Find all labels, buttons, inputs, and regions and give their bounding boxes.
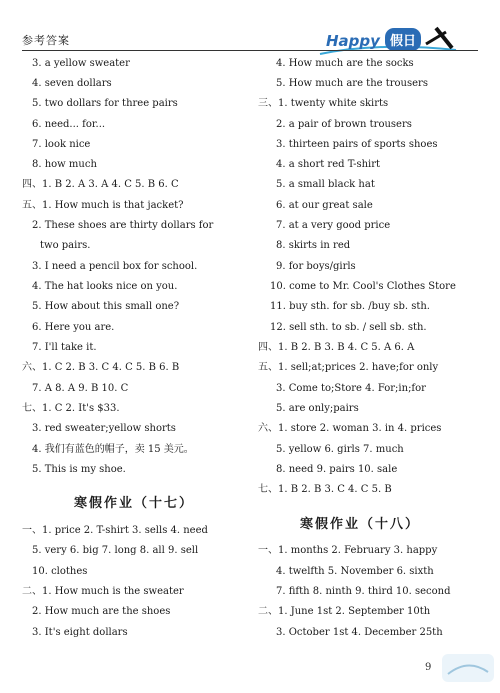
section-title: 寒假作业（十八） (300, 517, 421, 532)
answer-line: 5. yellow 6. girls 7. much (276, 444, 404, 455)
answer-line: 一、1. months 2. February 3. happy (258, 545, 438, 556)
answer-line: 2. a pair of brown trousers (276, 119, 412, 130)
answer-line: 2. These shoes are thirty dollars for (32, 220, 214, 231)
answer-line: 5. This is my shoe. (32, 464, 126, 475)
section-title: 寒假作业（十七） (74, 496, 195, 511)
answer-line: 六、1. store 2. woman 3. in 4. prices (258, 423, 442, 434)
answer-line: 5. a small black hat (276, 179, 375, 190)
answer-line: 5. How much are the trousers (276, 78, 428, 89)
header-divider (22, 50, 478, 51)
watermark-icon (438, 648, 498, 688)
answer-line: 8. need 9. pairs 10. sale (276, 464, 398, 475)
answer-line: 3. a yellow sweater (32, 58, 130, 69)
header-label: 参考答案 (22, 34, 70, 47)
answer-line: 4. twelfth 5. November 6. sixth (276, 566, 434, 577)
answer-line: 6. need... for... (32, 119, 106, 130)
answer-line: 二、1. June 1st 2. September 10th (258, 606, 431, 617)
happy-holiday-logo (318, 24, 458, 58)
answer-line: 4. a short red T-shirt (276, 159, 381, 170)
answer-line: 5. two dollars for three pairs (32, 98, 178, 109)
answer-line: 10. come to Mr. Cool's Clothes Store (270, 281, 456, 292)
answer-line: 3. I need a pencil box for school. (32, 261, 198, 272)
answer-line: 5. are only;pairs (276, 403, 359, 414)
answer-line: 4. seven dollars (32, 78, 112, 89)
answer-line: 7. at a very good price (276, 220, 391, 231)
answer-line: 二、1. How much is the sweater (22, 586, 184, 597)
answer-line: 6. Here you are. (32, 322, 115, 333)
answer-line: 10. clothes (32, 566, 88, 577)
answer-line: 3. October 1st 4. December 25th (276, 627, 443, 638)
answer-line: 7. fifth 8. ninth 9. third 10. second (276, 586, 451, 597)
answer-line: 3. thirteen pairs of sports shoes (276, 139, 438, 150)
answer-line: 五、1. How much is that jacket? (22, 200, 184, 211)
answer-line: 7. look nice (32, 139, 91, 150)
answer-line: 七、1. B 2. B 3. C 4. C 5. B (258, 484, 392, 495)
answer-line: 12. sell sth. to sb. / sell sb. sth. (270, 322, 427, 333)
answer-line: 5. How about this small one? (32, 301, 180, 312)
answer-line: 六、1. C 2. B 3. C 4. C 5. B 6. B (22, 362, 180, 373)
answer-line: 2. How much are the shoes (32, 606, 171, 617)
answer-line: two pairs. (40, 240, 91, 251)
page-number: 9 (425, 662, 432, 673)
answer-line: 9. for boys/girls (276, 261, 356, 272)
logo-happy-text: Happy (326, 32, 380, 50)
answer-line: 一、1. price 2. T-shirt 3. sells 4. need (22, 525, 208, 536)
answer-line: 3. Come to;Store 4. For;in;for (276, 383, 426, 394)
logo-jiari-text: 假日 (385, 28, 421, 51)
answer-line: 3. red sweater;yellow shorts (32, 423, 176, 434)
answer-line: 6. at our great sale (276, 200, 373, 211)
answer-line: 五、1. sell;at;prices 2. have;for only (258, 362, 439, 373)
answer-line: 8. how much (32, 159, 97, 170)
answer-line: 8. skirts in red (276, 240, 351, 251)
answer-line: 11. buy sth. for sb. /buy sb. sth. (270, 301, 430, 312)
answer-line: 3. It's eight dollars (32, 627, 128, 638)
answer-line: 四、1. B 2. A 3. A 4. C 5. B 6. C (22, 179, 179, 190)
answer-line: 三、1. twenty white skirts (258, 98, 389, 109)
answer-line: 4. 我们有蓝色的帽子，卖 15 美元。 (32, 444, 194, 455)
answer-line: 5. very 6. big 7. long 8. all 9. sell (32, 545, 199, 556)
answer-line: 4. The hat looks nice on you. (32, 281, 178, 292)
answer-line: 7. A 8. A 9. B 10. C (32, 383, 129, 394)
answer-line: 七、1. C 2. It's $33. (22, 403, 120, 414)
answer-line: 四、1. B 2. B 3. B 4. C 5. A 6. A (258, 342, 415, 353)
answer-line: 7. I'll take it. (32, 342, 97, 353)
answer-line: 4. How much are the socks (276, 58, 414, 69)
